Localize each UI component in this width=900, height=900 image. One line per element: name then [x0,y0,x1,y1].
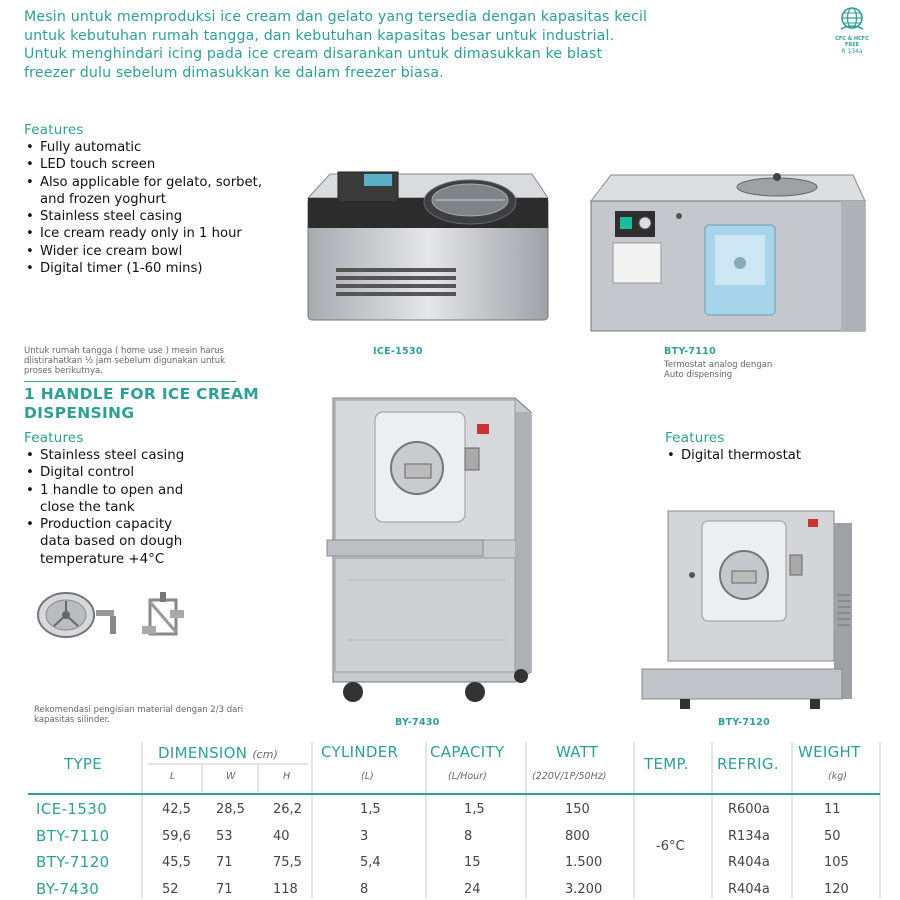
dimension-unit: (cm) [252,748,278,761]
note-line: proses berikutnya. [24,366,103,376]
cell-watt: 1.500 [565,855,603,870]
cell-type: BTY-7120 [36,853,110,871]
cell-watt: 3.200 [565,882,603,897]
column-header-capacity-unit: (L/Hour) [448,771,487,782]
dasher-part-image [138,590,188,646]
column-header-w: W [226,771,236,782]
cell-capacity: 8 [464,829,473,844]
features-list [24,139,262,277]
feature-item: • Production capacity [24,516,184,533]
column-header-dimension [158,743,278,762]
cell-refrig: R404a [728,855,770,870]
cell-l: 45,5 [162,855,191,870]
ice-1530-machine-image [300,160,555,330]
cell-type: BTY-7110 [36,827,110,845]
bty-7110-machine-image [585,165,870,335]
column-header-cylinder: CYLINDER [321,743,399,761]
column-header-refrig: REFRIG. [717,755,779,773]
column-header-weight-unit: (kg) [828,771,847,782]
feature-item: close the tank [40,499,135,515]
cell-capacity: 24 [464,882,481,897]
features-list [665,447,801,464]
column-header-weight: WEIGHT [798,743,861,761]
cell-h: 26,2 [273,802,302,817]
cell-type: ICE-1530 [36,800,108,818]
cell-w: 71 [216,855,233,870]
note-line: Untuk rumah tangga ( home use ) mesin harus [24,346,224,356]
dimension-label: DIMENSION [158,744,248,762]
features-title: Features [665,430,725,446]
features-list [24,447,184,568]
intro-line: freezer dulu sebelum dimasukkan ke dalam freezer biasa. [24,64,444,81]
feature-item: • Fully automatic [24,139,262,156]
cell-h: 40 [273,829,290,844]
badge-line: CFC & HCFC [835,36,869,42]
cell-cylinder: 1,5 [360,802,381,817]
intro-line: Untuk menghindari icing pada ice cream disarankan untuk dimasukkan ke blast [24,46,603,62]
cell-weight: 11 [824,802,841,817]
cell-weight: 120 [824,882,849,897]
intro-line: Mesin untuk memproduksi ice cream dan gelato yang tersedia dengan kapasitas kecil [24,9,648,25]
subcaption-line: Termostat analog dengan [664,360,773,370]
feature-item: • Stainless steel casing [24,208,262,225]
cell-watt: 800 [565,829,590,844]
feature-item: • 1 handle to open and [24,482,184,499]
note-line: diistirahatkan ½ jam sebelum digunakan untuk [24,356,226,366]
cell-l: 42,5 [162,802,191,817]
column-header-watt: WATT [556,743,599,761]
feature-item: • Wider ice cream bowl [24,243,262,260]
cell-w: 28,5 [216,802,245,817]
dispensing-door-part-image [34,590,124,640]
heading-line: DISPENSING [24,404,135,422]
cell-weight: 105 [824,855,849,870]
cell-w: 53 [216,829,233,844]
cell-watt: 150 [565,802,590,817]
column-header-type: TYPE [64,755,103,773]
intro-line: untuk kebutuhan rumah tangga, dan kebutuhan kapasitas besar untuk industrial. [24,27,615,44]
feature-item: and frozen yoghurt [40,191,166,207]
heading-line: 1 HANDLE FOR ICE CREAM [24,385,259,403]
handle-dispensing-heading [24,385,259,423]
cell-type: BY-7430 [36,880,100,898]
cell-cylinder: 5,4 [360,855,381,870]
cell-refrig: R600a [728,802,770,817]
cell-h: 75,5 [273,855,302,870]
section-divider [24,381,236,382]
column-header-temp: TEMP. [644,755,689,773]
cell-cylinder: 3 [360,829,369,844]
features-title: Features [24,122,84,138]
feature-item: data based on dough [40,534,183,550]
cell-refrig: R134a [728,829,770,844]
feature-item: • Digital thermostat [665,447,801,464]
globe-icon [839,6,865,32]
intro-paragraph [24,8,664,82]
column-header-l: L [170,771,176,782]
cell-w: 71 [216,882,233,897]
cell-refrig: R404a [728,882,770,897]
cell-cylinder: 8 [360,882,369,897]
bty-7110-subcaption [664,360,772,380]
cell-capacity: 1,5 [464,802,485,817]
column-header-cylinder-unit: (L) [361,771,374,782]
by-7430-machine-image [325,390,545,712]
bty-7120-machine-image [640,505,862,715]
spec-table [28,738,884,898]
cell-l: 59,6 [162,829,191,844]
feature-item: • Digital timer (1-60 mins) [24,260,262,277]
feature-item: • Also applicable for gelato, sorbet, [24,174,262,191]
column-header-capacity: CAPACITY [430,743,505,761]
cfc-free-badge [832,6,872,55]
badge-line: FREE [844,42,860,48]
badge-line: R 134a [841,48,863,55]
home-use-note [24,346,225,376]
column-header-h: H [283,771,291,782]
product-caption-ice-1530: ICE-1530 [373,346,423,357]
cell-l: 52 [162,882,179,897]
note-line: Rekomendasi pengisian material dengan 2/3 dari [34,705,244,715]
product-caption-by-7430: BY-7430 [395,717,440,728]
cell-h: 118 [273,882,298,897]
note-line: kapasitas silinder. [34,715,110,725]
feature-item: • Digital control [24,464,184,481]
feature-item: temperature +4°C [40,551,165,567]
recommendation-note [34,705,243,725]
temp-value: -6°C [656,839,685,854]
cell-capacity: 15 [464,855,481,870]
product-caption-bty-7110: BTY-7110 [664,346,716,357]
product-caption-bty-7120: BTY-7120 [718,717,770,728]
feature-item: • LED touch screen [24,156,262,173]
features-title: Features [24,430,84,446]
feature-item: • Stainless steel casing [24,447,184,464]
feature-item: • Ice cream ready only in 1 hour [24,225,262,242]
subcaption-line: Auto dispensing [664,370,733,380]
cell-weight: 50 [824,829,841,844]
column-header-watt-unit: (220V/1P/50Hz) [532,771,607,782]
